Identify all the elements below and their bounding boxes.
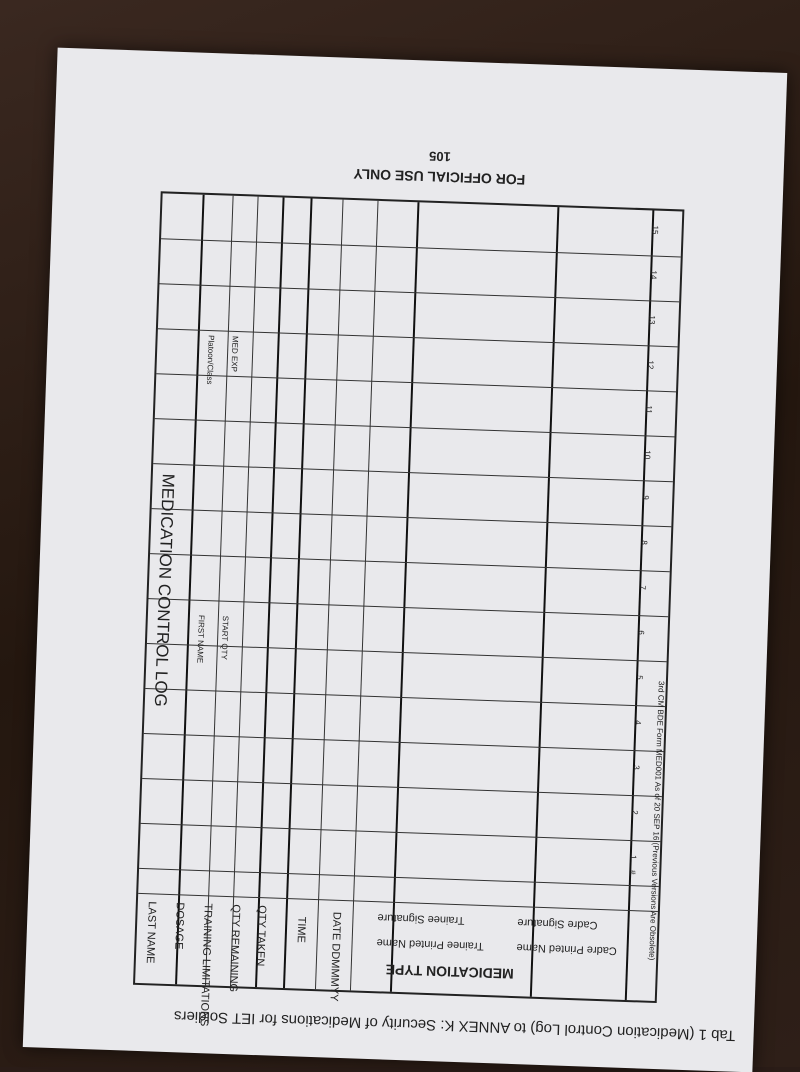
label-platoon-class: Platoon/Class — [205, 334, 216, 385]
entry-number: 12 — [645, 360, 656, 370]
entry-number: 1 — [628, 854, 638, 860]
official-use-marking: FOR OFFICIAL USE ONLY — [353, 165, 526, 188]
entry-number: 6 — [636, 630, 646, 635]
medication-control-log-table — [133, 191, 684, 1027]
label-time: TIME — [294, 916, 308, 944]
entry-number: 8 — [639, 540, 649, 545]
label-dosage: DOSAGE — [172, 902, 186, 950]
entry-number: 9 — [641, 495, 651, 500]
label-qty-taken: QTY TAKEN — [253, 905, 268, 967]
entry-number: 15 — [650, 225, 660, 235]
label-med-exp: MED EXP — [229, 335, 240, 373]
entry-number: 7 — [638, 585, 648, 590]
label-medication-type: MEDICATION TYPE — [385, 961, 514, 983]
label-trainee-printed-name: Trainee Printed Name — [376, 936, 484, 952]
page-number: 105 — [428, 148, 452, 165]
entry-number: 3 — [631, 765, 641, 770]
entry-number: 2 — [630, 810, 640, 815]
label-first-name: FIRST NAME — [195, 614, 206, 664]
label-qty-remaining: QTY REMAINING — [226, 904, 242, 993]
form-identifier: 3rd CM BDE Form MED001 As of 20 SEP 16 (Previous Versions Are Obsolete) — [647, 680, 666, 961]
entry-number: 13 — [647, 315, 657, 325]
label-start-qty: START QTY — [219, 615, 230, 660]
label-trainee-signature: Trainee Signature — [377, 911, 465, 927]
form-title: MEDICATION CONTROL LOG — [150, 473, 178, 708]
entry-number: 4 — [633, 720, 643, 725]
annex-header: Tab 1 (Medication Control Log) to ANNEX K: Security of Medications for IET Soldiers — [173, 1007, 736, 1044]
label-cadre-signature: Cadre Signature — [517, 916, 598, 931]
number-header: # — [628, 869, 638, 875]
entry-number: 10 — [642, 450, 652, 460]
label-cadre-printed-name: Cadre Printed Name — [516, 941, 617, 957]
label-date: DATE DDMMMYY — [327, 911, 343, 1002]
form-sheet — [23, 48, 787, 1072]
entry-number: 5 — [634, 675, 645, 680]
label-training-limitations: TRAINING LIMITATIONS — [197, 903, 214, 1027]
entry-number: 11 — [644, 405, 654, 414]
label-last-name: LAST NAME — [143, 901, 158, 964]
entry-number: 14 — [648, 270, 659, 280]
